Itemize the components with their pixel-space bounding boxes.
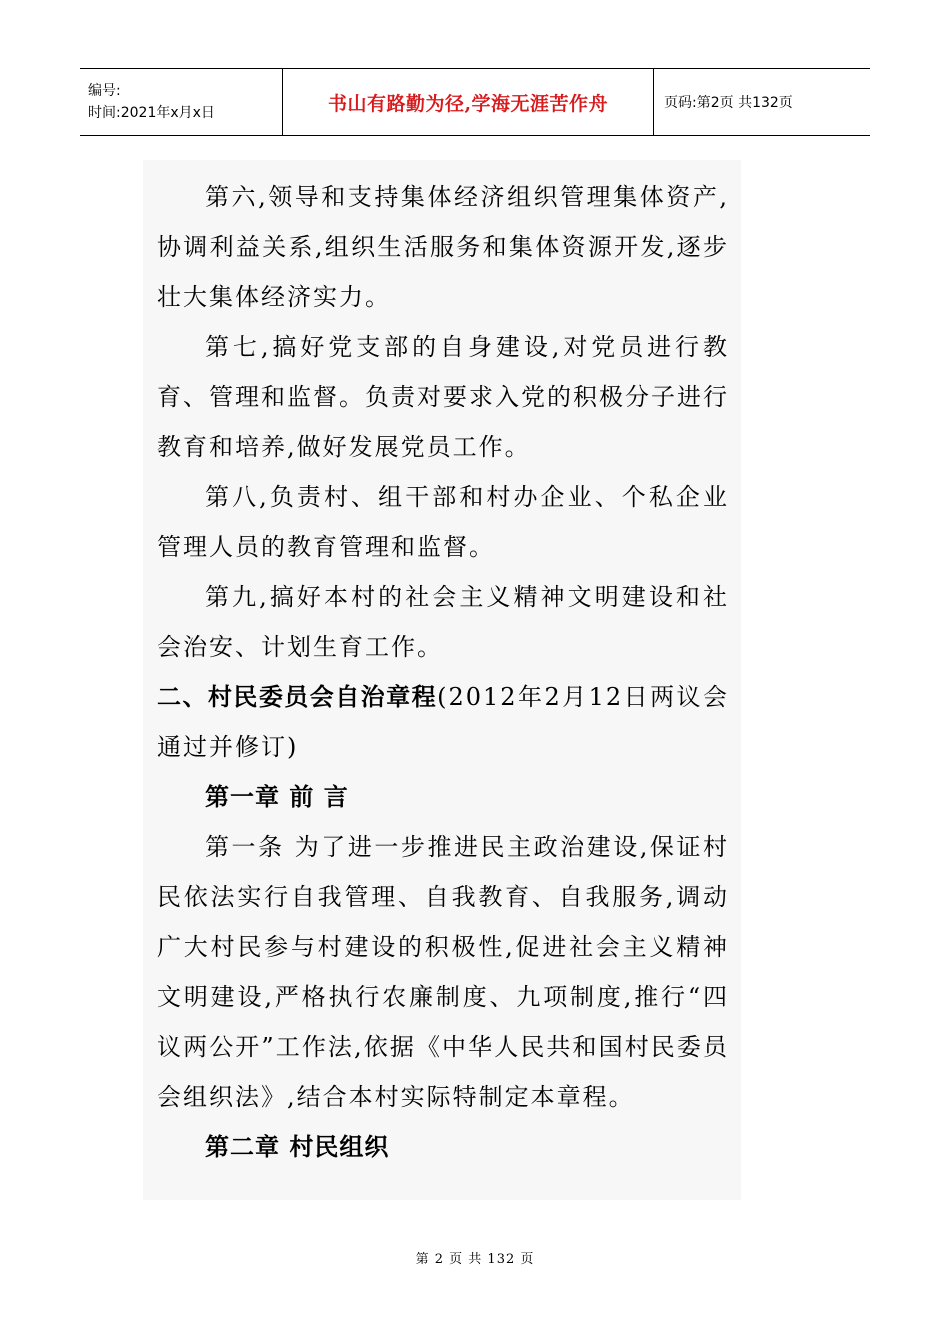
- paragraph-7: 第七,搞好党支部的自身建设,对党员进行教育、管理和监督。负责对要求入党的积极分子进行教育和培养,做好发展党员工作。: [157, 333, 729, 461]
- number-label: 编号:: [88, 83, 121, 99]
- header-meta: [80, 69, 283, 135]
- paragraph-6: 第六,领导和支持集体经济组织管理集体资产,协调利益关系,组织生活服务和集体资源开发,逐步壮大集体经济实力。: [157, 183, 729, 311]
- chapter-1-heading: [157, 772, 729, 822]
- section-2-title: 二、村民委员会自治章程: [157, 683, 438, 711]
- chapter-1-title: 第一章 前 言: [205, 783, 349, 811]
- article-1: 第一条 为了进一步推进民主政治建设,保证村民依法实行自我管理、自我教育、自我服务,调动广大村民参与村建设的积极性,促进社会主义精神文明建设,严格执行农廉制度、九项制度,推行“四议两公开”工作法,依据《中华人民共和国村民委员会组织法》,结合本村实际特制定本章程。: [157, 833, 729, 1111]
- document-body: [157, 172, 729, 1172]
- section-2-note: (2012年2月12日两议会通过并修订): [157, 683, 730, 761]
- paragraph-8: 第八,负责村、组干部和村办企业、个私企业管理人员的教育管理和监督。: [157, 483, 729, 561]
- page-header: [80, 68, 870, 136]
- header-page-info: [654, 69, 870, 135]
- page-info-label: 页码:第2页 共132页: [664, 95, 793, 111]
- page-footer: 第 2 页 共 132 页: [415, 1252, 535, 1267]
- header-motto-cell: [283, 69, 654, 135]
- chapter-2-heading: [157, 1122, 729, 1172]
- time-label: 时间:2021年x月x日: [88, 105, 215, 121]
- section-2-heading: [157, 672, 729, 772]
- header-motto: 书山有路勤为径,学海无涯苦作舟: [327, 92, 609, 115]
- chapter-2-title: 第二章 村民组织: [205, 1133, 390, 1161]
- paragraph-9: 第九,搞好本村的社会主义精神文明建设和社会治安、计划生育工作。: [157, 583, 729, 661]
